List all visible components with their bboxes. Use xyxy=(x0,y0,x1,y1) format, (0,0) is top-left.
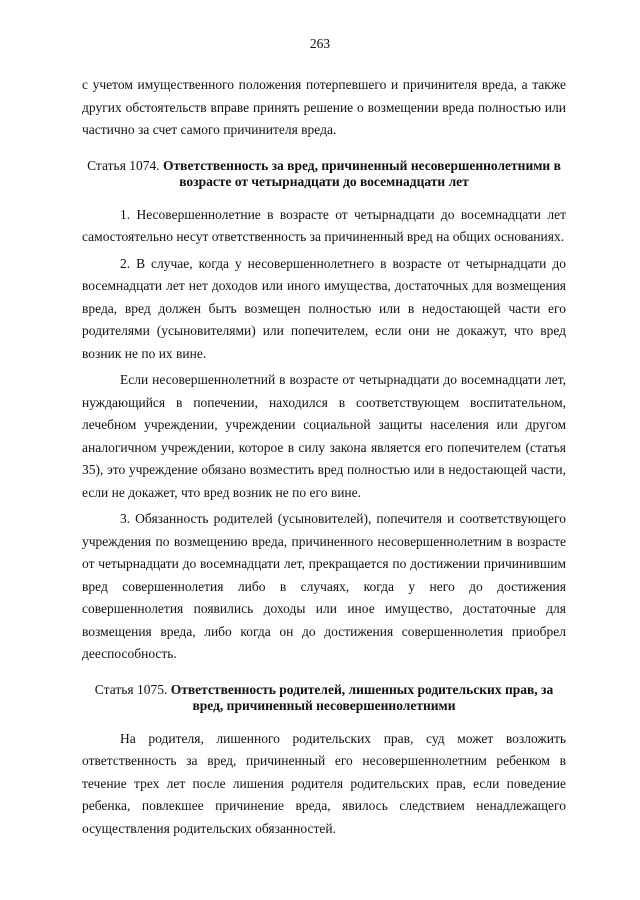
article-1075-heading xyxy=(82,682,566,714)
article-1075-number: Статья 1075. xyxy=(94,681,168,697)
article-1074-paragraph-1: 1. Несовершеннолетние в возрасте от четырнадцати до восемнадцати лет самостоятельно несут ответственность за причиненный вред на общих основаниях. xyxy=(82,206,566,244)
article-1074-heading xyxy=(82,158,566,190)
page-number: 263 xyxy=(309,36,331,51)
article-1075-title: Ответственность родителей, лишенных родительских прав, за вред, причиненный несовершеннолетними xyxy=(170,681,554,713)
article-1074-paragraph-2: 2. В случае, когда у несовершеннолетнего в возрасте от четырнадцати до восемнадцати лет нет доходов или иного имущества, достаточных для возмещения вреда, вред должен быть возмещен полностью или в недостающей части его родителями (усыновителями) или попечителем, если они не докажут, что вред возник не по их вине. xyxy=(82,255,566,361)
page-content xyxy=(82,74,566,844)
article-1075-paragraph-1: На родителя, лишенного родительских прав, суд может возложить ответственность за вред, причиненный его несовершеннолетним ребенком в течение трех лет после лишения родителя родительских прав, если поведение ребенка, повлекшее причинение вреда, явилось следствием ненадлежащего осуществления родительских обязанностей. xyxy=(82,730,566,836)
article-1074-number: Статья 1074. xyxy=(87,157,160,173)
article-1074-paragraph-3: Если несовершеннолетний в возрасте от четырнадцати до восемнадцати лет, нуждающийся в попечении, находился в соответствующем воспитательном, лечебном учреждении, учреждении социальной защиты населения или другом аналогичном учреждении, которое в силу закона является его попечителем (статья 35), это учреждение обязано возместить вред полностью или в недостающей части, если не докажет, что вред возник не по его вине. xyxy=(82,372,566,500)
article-1074-title: Ответственность за вред, причиненный несовершеннолетними в возрасте от четырнадцати до восемнадцати лет xyxy=(163,157,561,189)
article-1074-paragraph-4: 3. Обязанность родителей (усыновителей), попечителя и соответствующего учреждения по возмещению вреда, причиненного несовершеннолетним в возрасте от четырнадцати до восемнадцати лет, прекращается по достижении причинившим вред совершеннолетия либо в случаях, когда у него до достижения совершеннолетия появились доходы или иное имущество, достаточные для возмещения вреда, либо когда он до достижения совершеннолетия приобрел дееспособность. xyxy=(82,511,566,661)
intro-paragraph: с учетом имущественного положения потерпевшего и причинителя вреда, а также других обстоятельств вправе принять решение о возмещении вреда полностью или частично за счет самого причинителя вреда. xyxy=(82,77,566,137)
